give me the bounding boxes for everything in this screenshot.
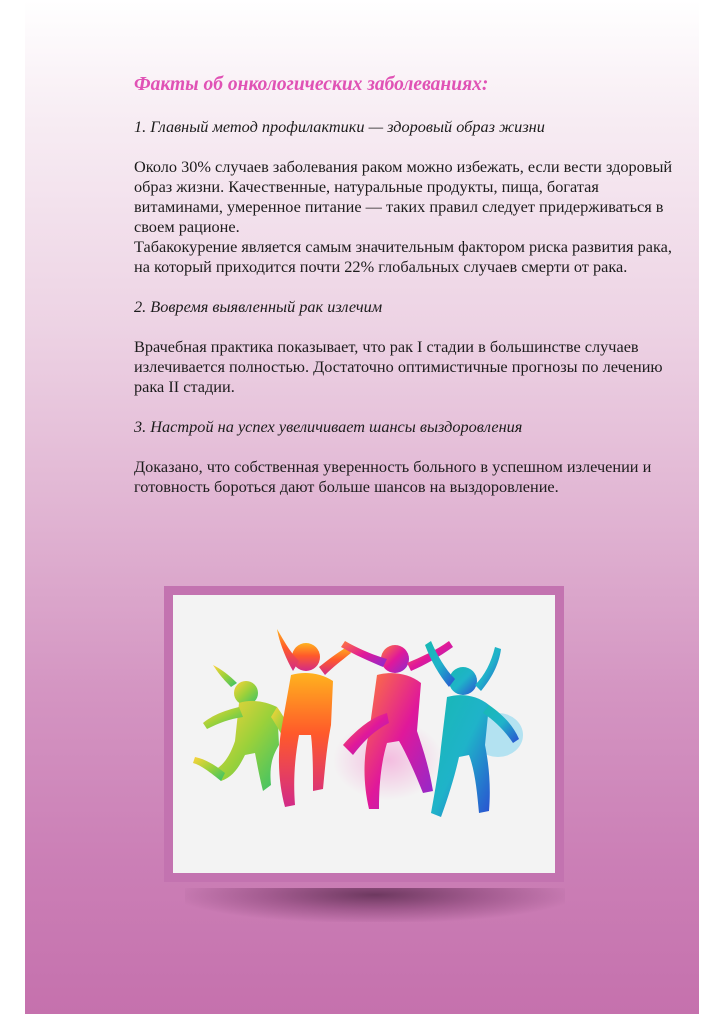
illustration-frame bbox=[164, 586, 564, 882]
document-title: Факты об онкологических заболеваниях: bbox=[134, 74, 489, 95]
section-3-heading: 3. Настрой на успех увеличивает шансы выздоровления bbox=[134, 417, 523, 436]
figure-teal bbox=[425, 641, 519, 817]
section-2-paragraph: Врачебная практика показывает, что рак I стадии в большинстве случаев излечивается полностью. Достаточно оптимистичные прогнозы по лечению рака II стадии. bbox=[134, 337, 663, 396]
figure-orange bbox=[277, 629, 351, 807]
frame-shadow bbox=[185, 888, 565, 922]
section-1-heading: 1. Главный метод профилактики — здоровый образ жизни bbox=[134, 117, 545, 136]
section-1-paragraph bbox=[134, 157, 674, 277]
document-page bbox=[25, 0, 699, 1014]
section-2-heading: 2. Вовремя выявленный рак излечим bbox=[134, 297, 383, 316]
section-1-paragraph-2: Табакокурение является самым значительным фактором риска развития рака, на который приходится почти 22% глобальных случаев смерти от рака. bbox=[134, 237, 672, 276]
section-3-paragraph: Доказано, что собственная уверенность больного в успешном излечении и готовность бороться дают больше шансов на выздоровление. bbox=[134, 457, 652, 496]
illustration-canvas bbox=[173, 595, 555, 873]
figure-green bbox=[193, 665, 293, 791]
jumping-people-illustration bbox=[173, 595, 555, 873]
section-1-paragraph-1: Около 30% случаев заболевания раком можно избежать, если вести здоровый образ жизни. Качественные, натуральные продукты, пища, богатая витаминами, умеренное питание — таких правил следует придерживаться в своем рационе. bbox=[134, 157, 673, 236]
document-content bbox=[134, 74, 674, 517]
